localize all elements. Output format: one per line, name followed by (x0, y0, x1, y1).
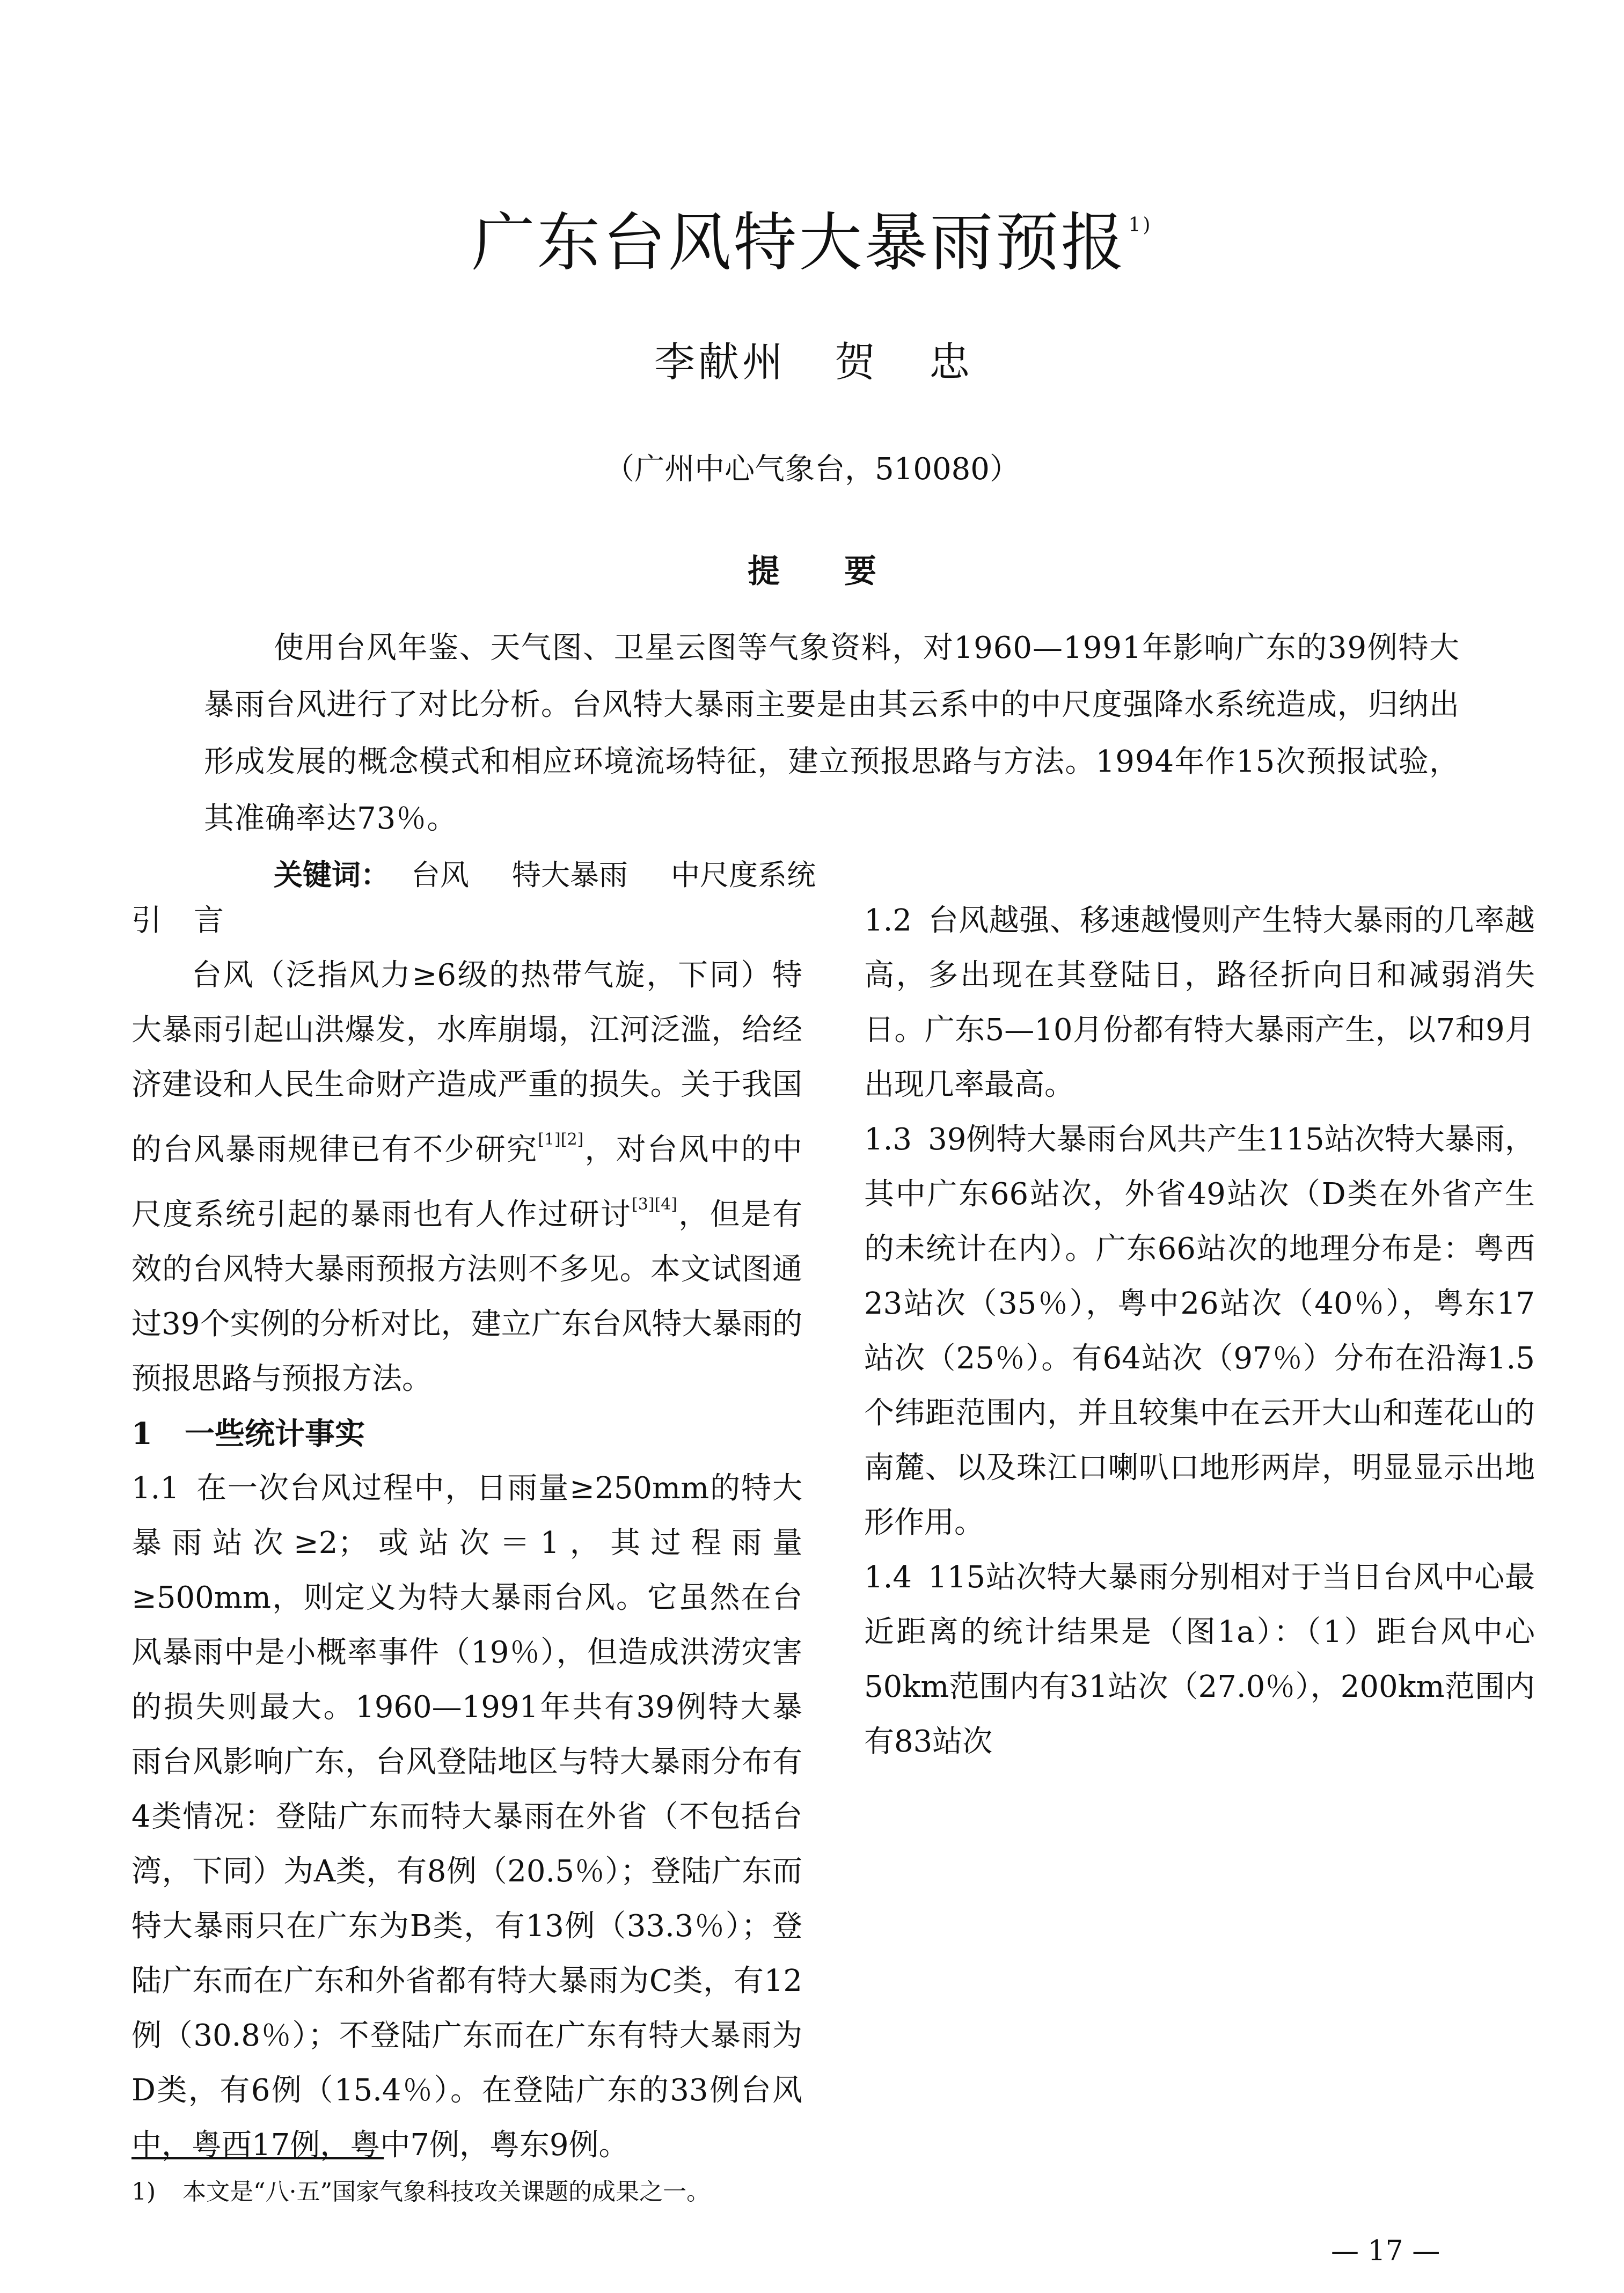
intro-paragraph (131, 948, 802, 1406)
footnote-rule (131, 2157, 384, 2159)
footnote (131, 2173, 710, 2211)
paper-title-text: 广东台风特大暴雨预报 (471, 206, 1126, 280)
abstract-heading: 提要 (748, 553, 941, 590)
intro-text-1: 台风（泛指风力≥6级的热带气旋，下同）特大暴雨引起山洪爆发，水库崩塌，江河泛滥，给经济建设和人民生命财产造成严重的损失。关于我国的台风暴雨规律已有不少研究 (131, 958, 802, 1167)
right-column (864, 893, 1535, 1769)
title-footnote-marker: 1) (1128, 214, 1153, 236)
paper-title (0, 185, 1624, 283)
subsection-1-1 (131, 1461, 802, 2173)
subsection-1-1-number: 1.1 (131, 1471, 180, 1506)
citation-1-2: [1][2] (538, 1130, 584, 1149)
intro-text-2: ，对台风中的中尺度系统引起的暴雨也有人作过研讨 (131, 1132, 802, 1232)
keyword-2: 特大暴雨 (512, 858, 628, 892)
abstract-text: 使用台风年鉴、天气图、卫星云图等气象资料，对1960—1991年影响广东的39例特大暴雨台风进行了对比分析。台风特大暴雨主要是由其云系中的中尺度强降水系统造成，归纳出形成发展的概念模式和相应环境流场特征，建立预报思路与方法。1994年作15次预报试验，其准确率达73％。 (204, 631, 1460, 836)
footnote-text: 本文是“八·五”国家气象科技攻关课题的成果之一。 (182, 2178, 711, 2206)
keywords-label: 关键词： (274, 858, 390, 892)
intro-heading: 引言 (131, 903, 256, 938)
subsection-1-3 (864, 1112, 1535, 1550)
subsection-1-2-number: 1.2 (864, 903, 912, 938)
affiliation: （广州中心气象台，510080） (604, 452, 1020, 487)
citation-3-4: [3][4] (632, 1195, 677, 1214)
footnote-marker: 1) (131, 2178, 156, 2206)
subsection-1-3-number: 1.3 (864, 1122, 912, 1157)
subsection-1-2 (864, 893, 1535, 1112)
left-column (131, 893, 802, 2173)
subsection-1-4 (864, 1550, 1535, 1769)
author-line (0, 335, 1624, 389)
section-1-heading (131, 1406, 802, 1461)
subsection-1-3-text: 39例特大暴雨台风共产生115站次特大暴雨，其中广东66站次，外省49站次（D类在外省产生的未统计在内）。广东66站次的地理分布是：粤西23站次（35％），粤中26站次（40％），粤东17站次（25％）。有64站次（97％）分布在沿海1.5个纬距范围内，并且较集中在云开大山和莲花山的南麓、以及珠江口喇叭口地形两岸，明显显示出地形作用。 (864, 1122, 1535, 1540)
subsection-1-1-text: 在一次台风过程中，日雨量≥250mm的特大暴雨站次≥2；或站次＝1，其过程雨量≥500mm，则定义为特大暴雨台风。它虽然在台风暴雨中是小概率事件（19％），但造成洪涝灾害的损失则最大。1960—1991年共有39例特大暴雨台风影响广东，台风登陆地区与特大暴雨分布有4类情况：登陆广东而特大暴雨在外省（不包括台湾，下同）为A类，有8例（20.5％）；登陆广东而特大暴雨只在广东为B类，有13例（33.3％）；登陆广东而在广东和外省都有特大暴雨为C类，有12例（30.8％）；不登陆广东而在广东有特大暴雨为D类，有6例（15.4％）。在登陆广东的33例台风中，粤西17例，粤中7例，粤东9例。 (131, 1471, 802, 2163)
keyword-3: 中尺度系统 (671, 858, 816, 892)
keyword-1: 台风 (411, 858, 469, 892)
intro-text-3: ，但是有效的台风特大暴雨预报方法则不多见。本文试图通过39个实例的分析对比，建立广东台风特大暴雨的预报思路与预报方法。 (131, 1197, 802, 1396)
subsection-1-4-text: 115站次特大暴雨分别相对于当日台风中心最近距离的统计结果是（图1a）：（1）距台风中心50km范围内有31站次（27.0％），200km范围内有83站次 (864, 1560, 1535, 1759)
section-1-number: 1 (131, 1416, 152, 1452)
section-1-title: 一些统计事实 (184, 1416, 365, 1452)
author-1: 李献州 (654, 338, 786, 386)
subsection-1-2-text: 台风越强、移速越慢则产生特大暴雨的几率越高，多出现在其登陆日，路径折向日和减弱消失日。广东5—10月份都有特大暴雨产生，以7和9月出现几率最高。 (864, 903, 1535, 1102)
author-2: 贺忠 (835, 338, 1023, 386)
page-number: — 17 — (1331, 2235, 1440, 2267)
subsection-1-4-number: 1.4 (864, 1560, 912, 1595)
